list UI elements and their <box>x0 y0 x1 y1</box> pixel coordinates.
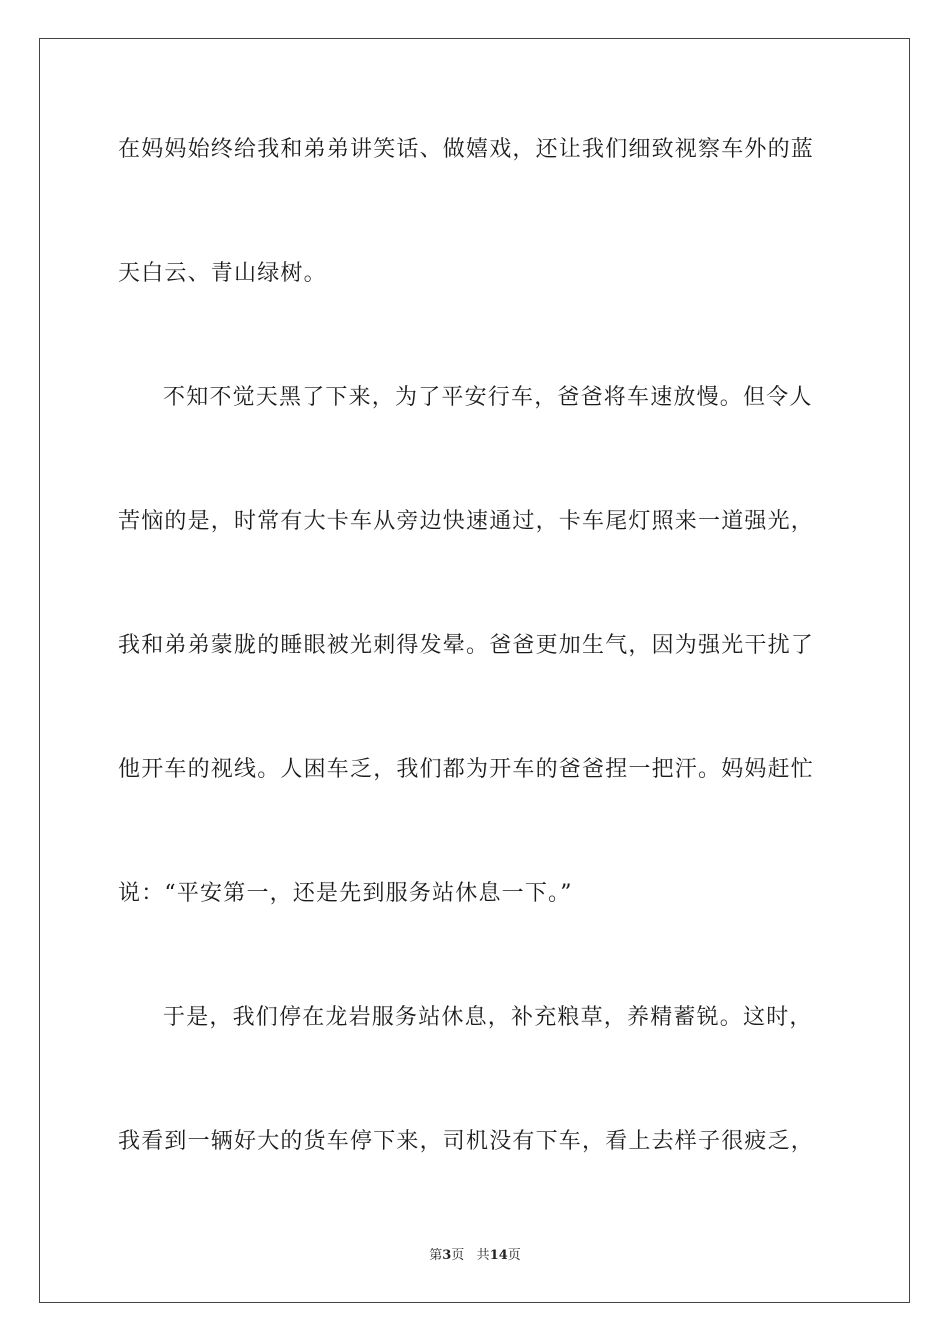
text-line-7: 说：“平安第一，还是先到服务站休息一下。” <box>118 881 573 906</box>
footer-total-suffix: 页 <box>507 1248 521 1263</box>
text-line-2: 天白云、青山绿树。 <box>118 261 327 286</box>
text-line-8: 于是，我们停在龙岩服务站休息，补充粮草，养精蓄锐。这时， <box>163 1005 813 1030</box>
text-line-4: 苦恼的是，时常有大卡车从旁边快速通过，卡车尾灯照来一道强光， <box>118 509 815 534</box>
text-line-1: 在妈妈始终给我和弟弟讲笑话、做嬉戏，还让我们细致视察车外的蓝 <box>118 137 815 162</box>
page-border <box>39 38 910 1303</box>
footer-page-prefix: 第 <box>429 1248 443 1263</box>
footer-page-current: 3 <box>442 1248 452 1263</box>
footer-total-prefix: 共 <box>476 1248 490 1263</box>
page-footer <box>0 1247 950 1265</box>
text-line-5: 我和弟弟蒙胧的睡眼被光刺得发晕。爸爸更加生气，因为强光干扰了 <box>118 633 815 658</box>
text-line-6: 他开车的视线。人困车乏，我们都为开车的爸爸捏一把汗。妈妈赶忙 <box>118 757 815 782</box>
footer-page-total: 14 <box>489 1248 508 1263</box>
text-line-3: 不知不觉天黑了下来，为了平安行车，爸爸将车速放慢。但令人 <box>163 385 813 410</box>
text-line-9: 我看到一辆好大的货车停下来，司机没有下车，看上去样子很疲乏， <box>118 1129 815 1154</box>
footer-page-suffix: 页 <box>451 1248 465 1263</box>
